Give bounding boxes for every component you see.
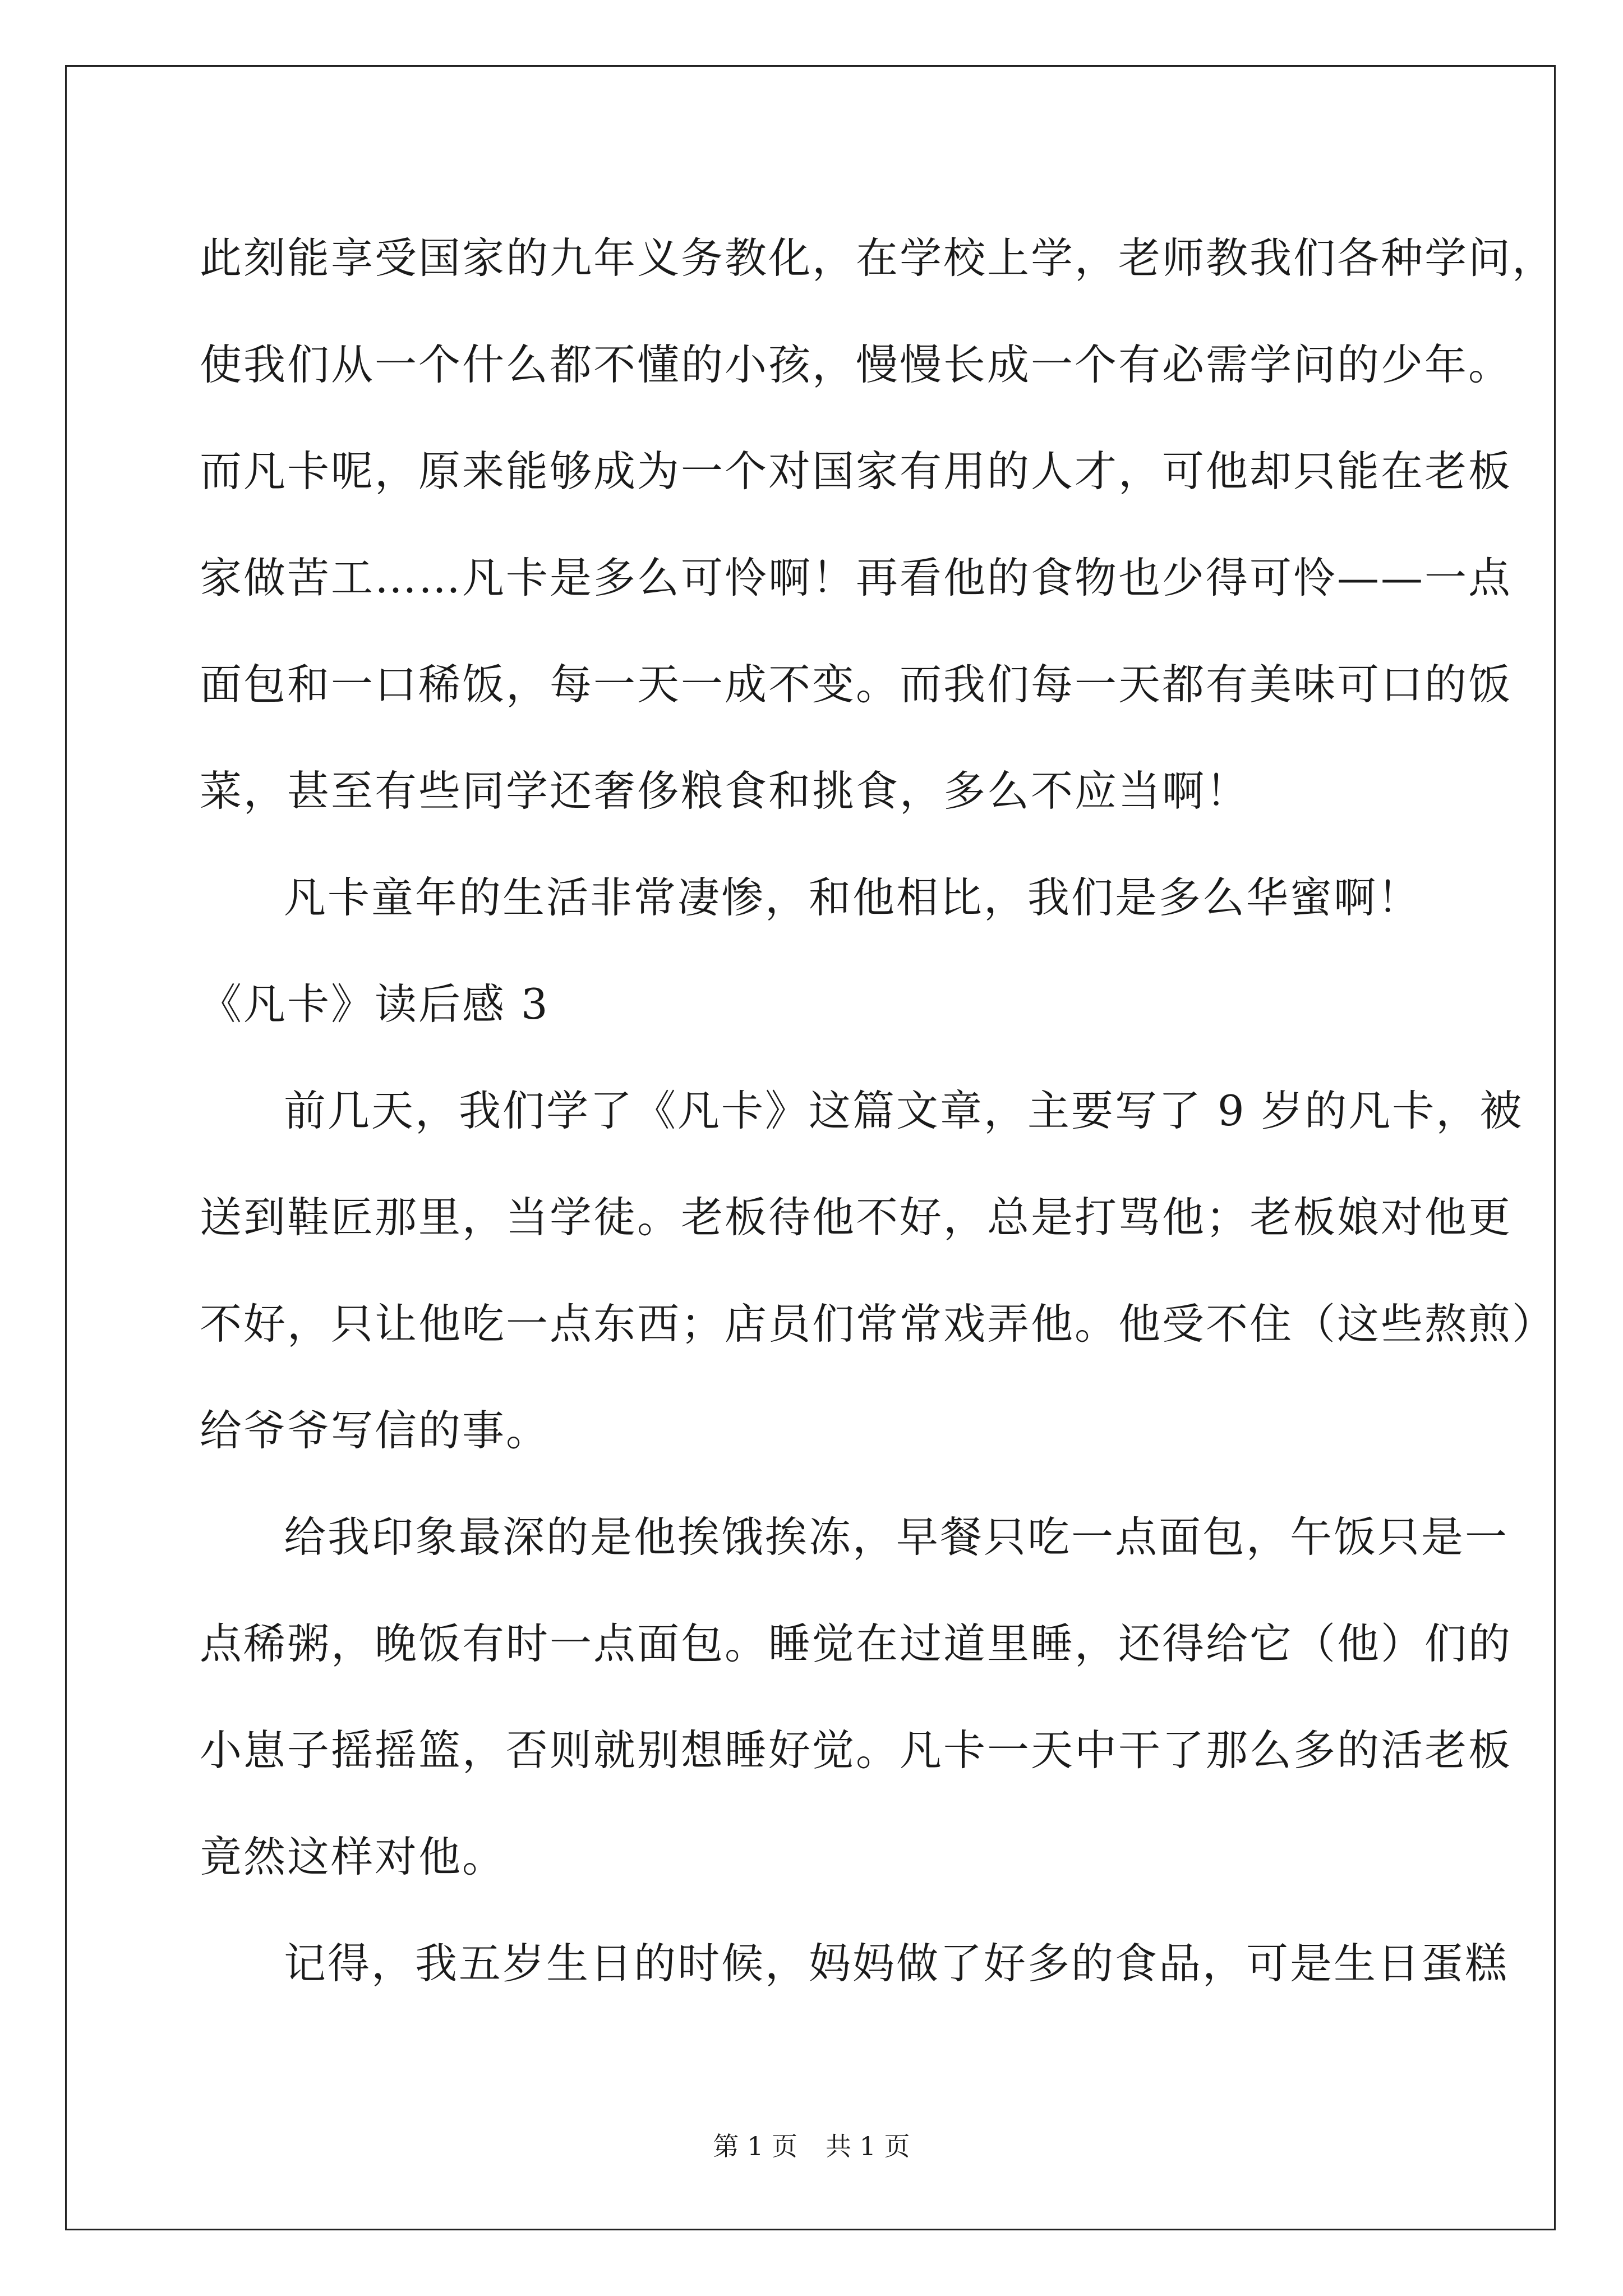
text-line: 给爷爷写信的事。 xyxy=(200,1406,550,1455)
text-line: 家做苦工……凡卡是多么可怜啊！再看他的食物也少得可怜——一点 xyxy=(200,553,1513,602)
text-line: 前几天，我们学了《凡卡》这篇文章，主要写了 9 岁的凡卡，被 xyxy=(284,1086,1524,1135)
text-line: 竟然这样对他。 xyxy=(200,1832,506,1881)
document-body xyxy=(200,205,1556,2017)
text-line: 此刻能享受国家的九年义务教化，在学校上学，老师教我们各种学问， xyxy=(200,233,1556,283)
text-line: 不好，只让他吃一点东西；店员们常常戏弄他。他受不住（这些熬煎） xyxy=(200,1299,1556,1349)
text-line: 凡卡童年的生活非常凄惨，和他相比，我们是多么华蜜啊！ xyxy=(284,873,1422,922)
section-heading: 《凡卡》读后感 3 xyxy=(200,979,550,1029)
page-total: 共 1 页 xyxy=(826,2131,910,2161)
text-line: 面包和一口稀饭，每一天一成不变。而我们每一天都有美味可口的饭 xyxy=(200,660,1513,709)
text-line: 小崽子摇摇篮，否则就别想睡好觉。凡卡一天中干了那么多的活老板 xyxy=(200,1726,1513,1775)
text-line: 而凡卡呢，原来能够成为一个对国家有用的人才，可他却只能在老板 xyxy=(200,447,1513,496)
text-line: 点稀粥，晚饭有时一点面包。睡觉在过道里睡，还得给它（他）们的 xyxy=(200,1619,1513,1668)
page-footer xyxy=(0,2126,1623,2163)
text-line: 菜，甚至有些同学还奢侈粮食和挑食，多么不应当啊！ xyxy=(200,766,1250,816)
page-number: 第 1 页 xyxy=(713,2131,797,2161)
text-line: 送到鞋匠那里，当学徒。老板待他不好，总是打骂他；老板娘对他更 xyxy=(200,1193,1513,1242)
text-line: 使我们从一个什么都不懂的小孩，慢慢长成一个有必需学问的少年。 xyxy=(200,340,1513,389)
text-line: 给我印象最深的是他挨饿挨冻，早餐只吃一点面包，午饭只是一 xyxy=(284,1512,1509,1562)
text-line: 记得，我五岁生日的时候，妈妈做了好多的食品，可是生日蛋糕 xyxy=(284,1939,1509,1988)
